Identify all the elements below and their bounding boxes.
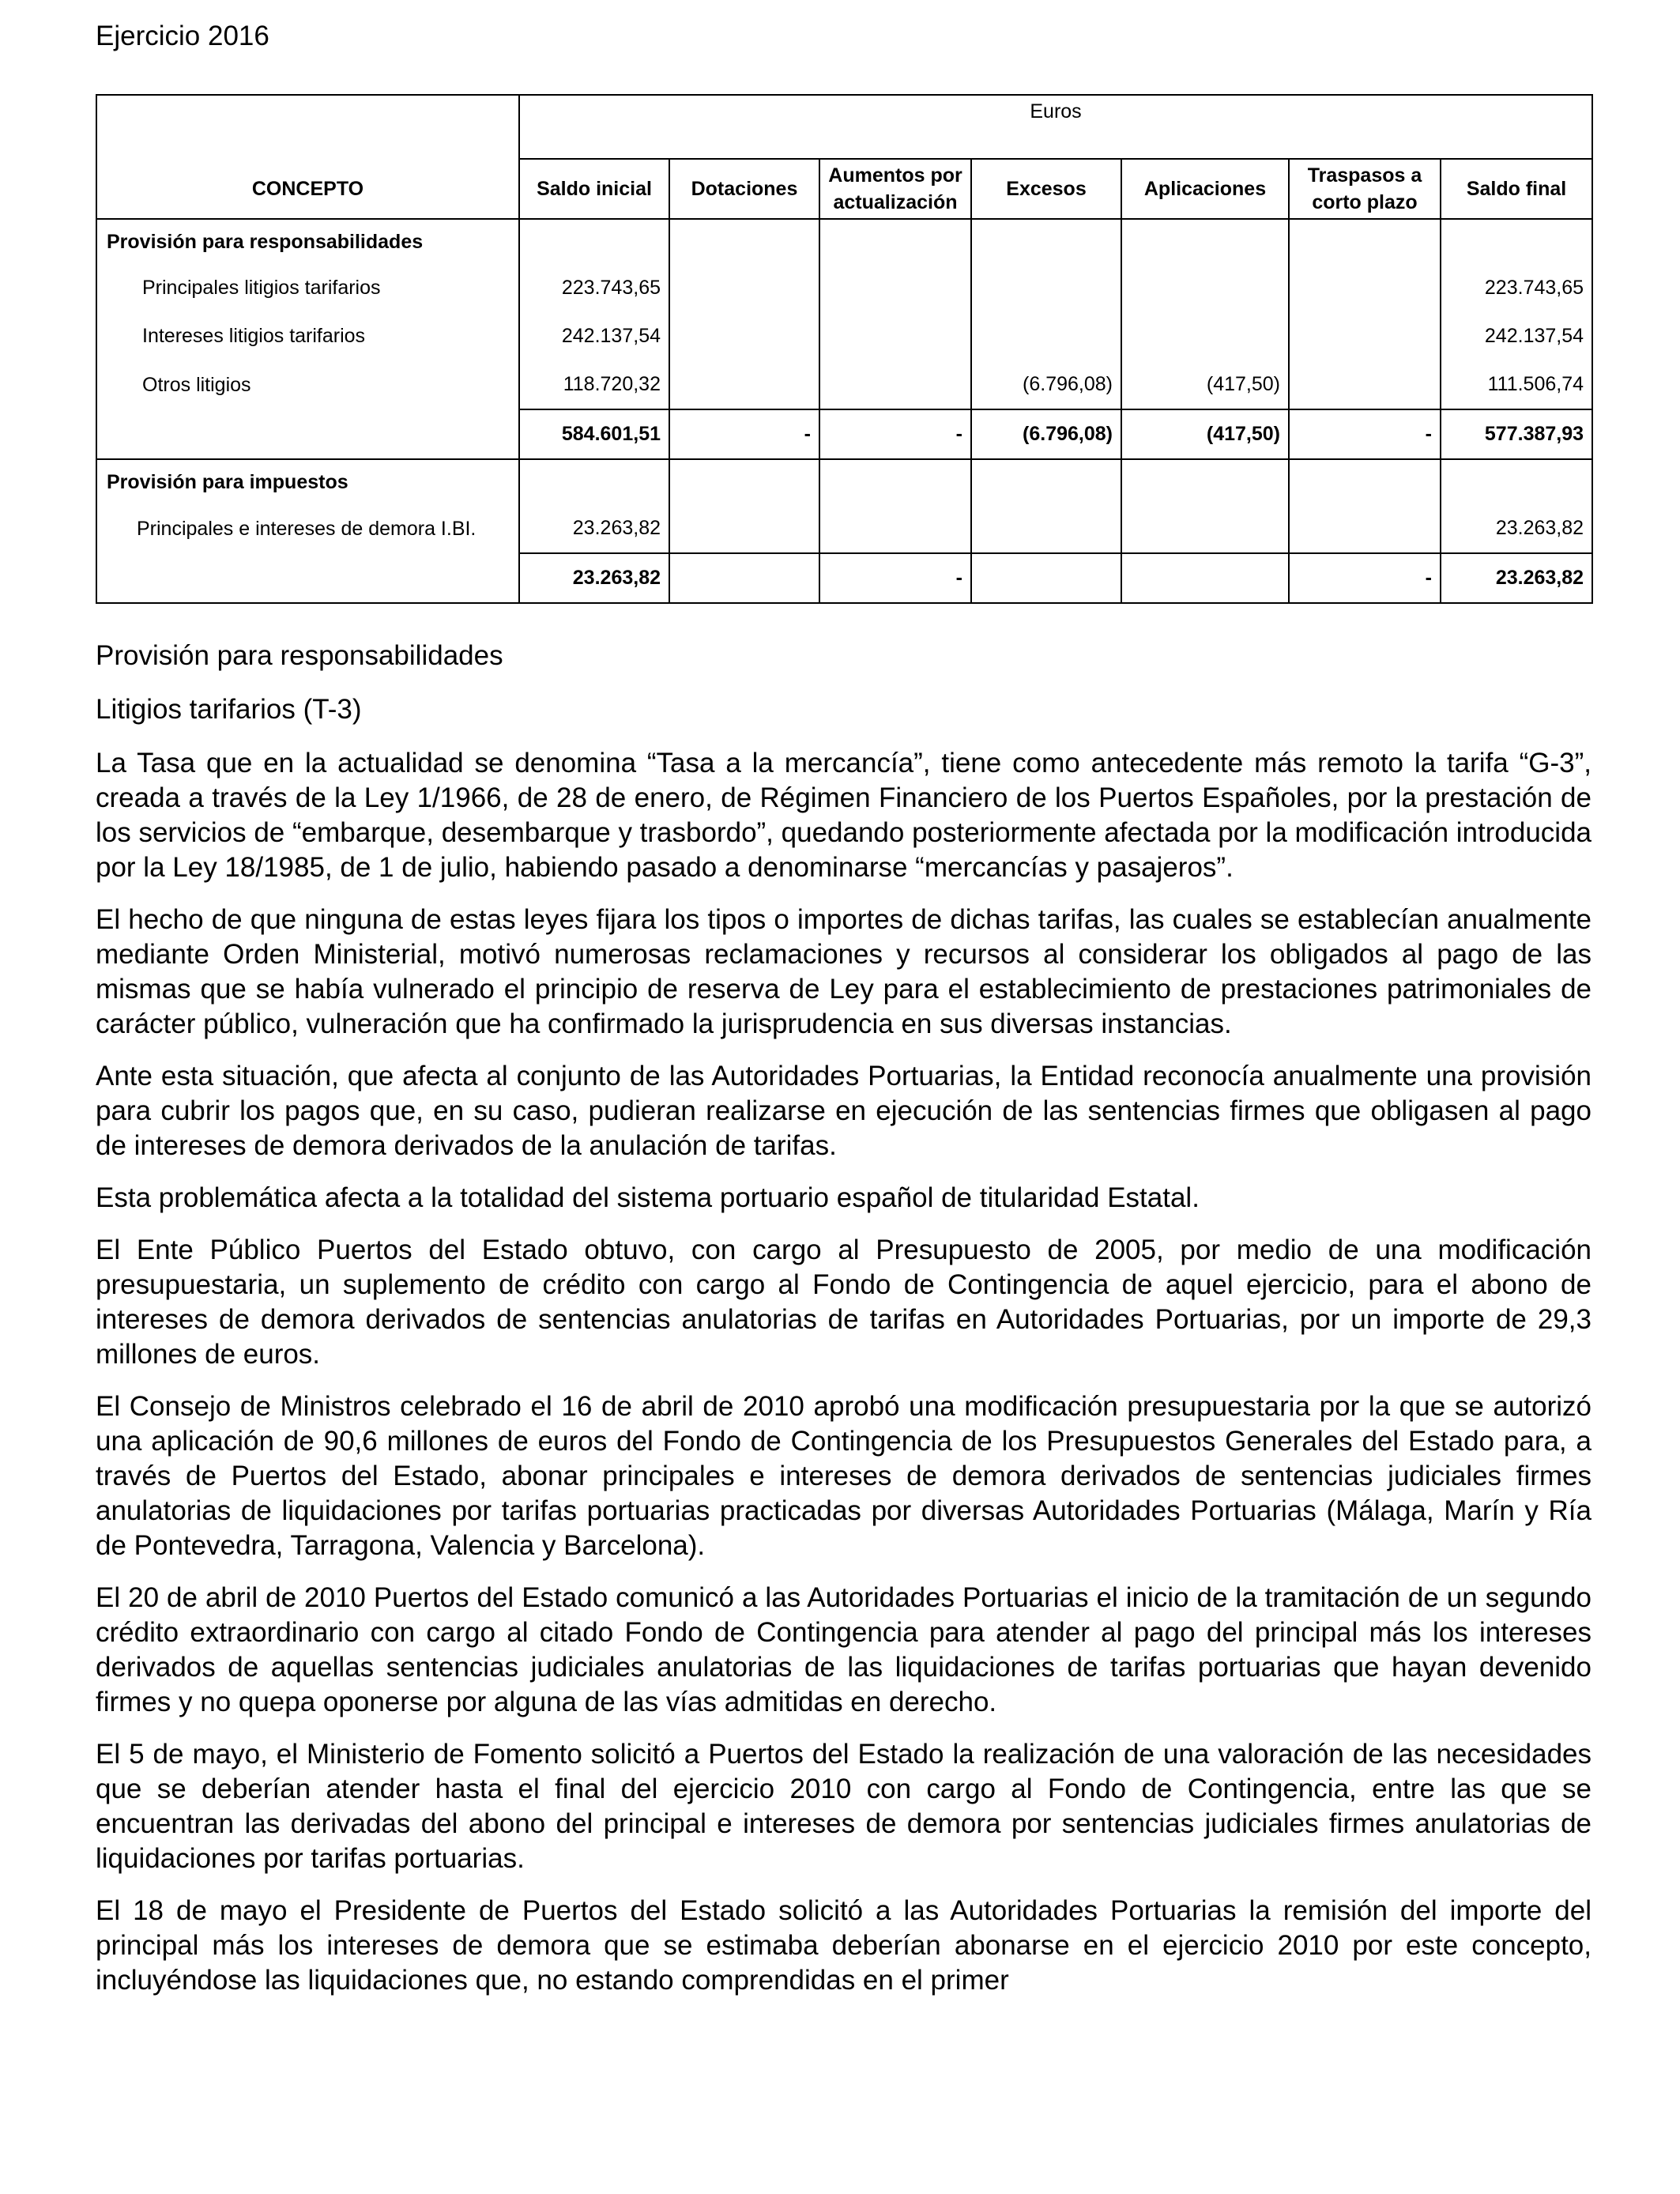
subtotal-cell: - <box>1289 553 1441 603</box>
paragraph: La Tasa que en la actualidad se denomina “Tasa a la mercancía”, tiene como antecedente más remoto la tarifa “G-3”, creada a través de la Ley 1/1966, de 28 de enero, de Régimen Financiero de los Puertos Españoles, por la prestación de los servicios de “embarque, desembarque y trasbordo”, quedando posteriormente afectada por la modificación introducida por la Ley 18/1985, de 1 de julio, habiendo pasado a denominarse “mercancías y pasajeros”. <box>96 748 1592 883</box>
section-title: Provisión para impuestos <box>96 459 519 504</box>
subtotal-cell: - <box>1289 409 1441 459</box>
table-row <box>96 312 1592 360</box>
table-row <box>96 360 1592 409</box>
subsection-heading: Litigios tarifarios (T-3) <box>96 694 362 725</box>
section-title: Provisión para responsabilidades <box>96 219 519 264</box>
paragraph: El hecho de que ninguna de estas leyes fijara los tipos o importes de dichas tarifas, las cuales se establecían anualmente mediante Orden Ministerial, motivó numerosas reclamaciones y recursos al considerar los obligados al pago de las mismas que se había vulnerado el principio de reserva de Ley para el establecimiento de prestaciones patrimoniales de carácter público, vulneración que ha confirmado la jurisprudencia en sus diversas instancias. <box>96 904 1591 1039</box>
column-header-concepto: CONCEPTO <box>96 159 519 219</box>
row-label: Otros litigios <box>96 360 519 409</box>
table-cell: 242.137,54 <box>519 312 669 360</box>
provisions-table <box>96 94 1593 604</box>
table-cell <box>971 504 1121 553</box>
subtotal-cell: 584.601,51 <box>519 409 669 459</box>
unit-label: Euros <box>519 95 1592 159</box>
table-cell <box>819 504 971 553</box>
subtotal-cell: 577.387,93 <box>1441 409 1592 459</box>
table-cell <box>971 264 1121 312</box>
table-cell: 23.263,82 <box>519 504 669 553</box>
subtotal-cell: 23.263,82 <box>1441 553 1592 603</box>
table-cell: 118.720,32 <box>519 360 669 409</box>
subtotal-label-cell <box>96 409 519 459</box>
paragraph: Ante esta situación, que afecta al conjunto de las Autoridades Portuarias, la Entidad reconocía anualmente una provisión para cubrir los pagos que, en su caso, pudieran realizarse en ejecución de las sentencias firmes que obligasen al pago de intereses de demora derivados de la anulación de tarifas. <box>96 1061 1591 1161</box>
subtotal-cell <box>1121 553 1289 603</box>
table-cell <box>1289 312 1441 360</box>
table-cell <box>1121 264 1289 312</box>
section-header-row <box>96 459 1592 504</box>
section-heading: Provisión para responsabilidades <box>96 640 503 671</box>
paragraph: El Consejo de Ministros celebrado el 16 de abril de 2010 aprobó una modificación presupuestaria por la que se autorizó una aplicación de 90,6 millones de euros del Fondo de Contingencia de los Presupuestos Generales del Estado para, a través de Puertos del Estado, abonar principales e intereses de demora derivados de sentencias judiciales firmes anulatorias de liquidaciones por tarifas portuarias practicadas por diversas Autoridades Portuarias (Málaga, Marín y Ría de Pontevedra, Tarragona, Valencia y Barcelona). <box>96 1391 1591 1561</box>
subtotal-cell: (417,50) <box>1121 409 1289 459</box>
row-label: Principales e intereses de demora I.BI. <box>96 504 519 553</box>
subtotal-cell <box>669 553 819 603</box>
paragraph: Esta problemática afecta a la totalidad del sistema portuario español de titularidad Estatal. <box>96 1182 1200 1213</box>
table-cell <box>669 504 819 553</box>
table-cell: (417,50) <box>1121 360 1289 409</box>
column-header-dotaciones: Dotaciones <box>669 159 819 219</box>
table-cell <box>1121 312 1289 360</box>
column-header-aumentos: Aumentos por actualización <box>819 159 971 219</box>
table-cell: 23.263,82 <box>1441 504 1592 553</box>
subtotal-cell: - <box>669 409 819 459</box>
row-label: Intereses litigios tarifarios <box>96 312 519 360</box>
table-cell <box>1289 504 1441 553</box>
table-row <box>96 504 1592 553</box>
paragraph: El 18 de mayo el Presidente de Puertos del Estado solicitó a las Autoridades Portuarias la remisión del importe del principal más los intereses de demora que se estimaba deberían abonarse en el ejercicio 2010 por este concepto, incluyéndose las liquidaciones que, no estando comprendidas en el primer <box>96 1895 1591 1996</box>
subtotal-label-cell <box>96 553 519 603</box>
table-cell <box>819 360 971 409</box>
paragraph: El 5 de mayo, el Ministerio de Fomento solicitó a Puertos del Estado la realización de una valoración de las necesidades que se deberían atender hasta el final del ejercicio 2010 con cargo al Fondo de Contingencia, entre las que se encuentran las derivadas del abono del principal e intereses de demora por sentencias judiciales firmes anulatorias de liquidaciones por tarifas portuarias. <box>96 1739 1591 1874</box>
section-header-row <box>96 219 1592 264</box>
column-header-saldo-final: Saldo final <box>1441 159 1592 219</box>
subtotal-cell: 23.263,82 <box>519 553 669 603</box>
paragraph: El 20 de abril de 2010 Puertos del Estado comunicó a las Autoridades Portuarias el inicio de la tramitación de un segundo crédito extraordinario con cargo al citado Fondo de Contingencia para atender al pago del principal más los intereses derivados de aquellas sentencias judiciales anulatorias de las liquidaciones de tarifas portuarias que hayan devenido firmes y no quepa oponerse por alguna de las vías admitidas en derecho. <box>96 1582 1591 1717</box>
subtotal-row <box>96 553 1592 603</box>
table-cell <box>1289 264 1441 312</box>
table-cell: 223.743,65 <box>519 264 669 312</box>
table-cell <box>669 360 819 409</box>
subtotal-cell: - <box>819 409 971 459</box>
paragraph: El Ente Público Puertos del Estado obtuvo, con cargo al Presupuesto de 2005, por medio de una modificación presupuestaria, un suplemento de crédito con cargo al Fondo de Contingencia de aquel ejercicio, para el abono de intereses de demora derivados de sentencias anulatorias de tarifas en Autoridades Portuarias, por un importe de 29,3 millones de euros. <box>96 1235 1591 1370</box>
table-corner-cell <box>96 95 519 159</box>
table-cell <box>971 312 1121 360</box>
table-cell <box>1121 504 1289 553</box>
column-header-excesos: Excesos <box>971 159 1121 219</box>
table-cell <box>669 264 819 312</box>
page-title: Ejercicio 2016 <box>96 21 269 51</box>
table-cell: 242.137,54 <box>1441 312 1592 360</box>
row-label: Principales litigios tarifarios <box>96 264 519 312</box>
column-header-traspasos: Traspasos a corto plazo <box>1289 159 1441 219</box>
provisions-table-container <box>96 94 1591 604</box>
subtotal-cell: (6.796,08) <box>971 409 1121 459</box>
column-header-saldo-inicial: Saldo inicial <box>519 159 669 219</box>
table-cell: 111.506,74 <box>1441 360 1592 409</box>
table-cell <box>819 264 971 312</box>
subtotal-row <box>96 409 1592 459</box>
table-cell <box>819 312 971 360</box>
table-row <box>96 264 1592 312</box>
table-cell <box>669 312 819 360</box>
table-cell <box>1289 360 1441 409</box>
subtotal-cell <box>971 553 1121 603</box>
column-header-aplicaciones: Aplicaciones <box>1121 159 1289 219</box>
table-cell: 223.743,65 <box>1441 264 1592 312</box>
body-text <box>96 639 1591 2015</box>
subtotal-cell: - <box>819 553 971 603</box>
table-cell: (6.796,08) <box>971 360 1121 409</box>
